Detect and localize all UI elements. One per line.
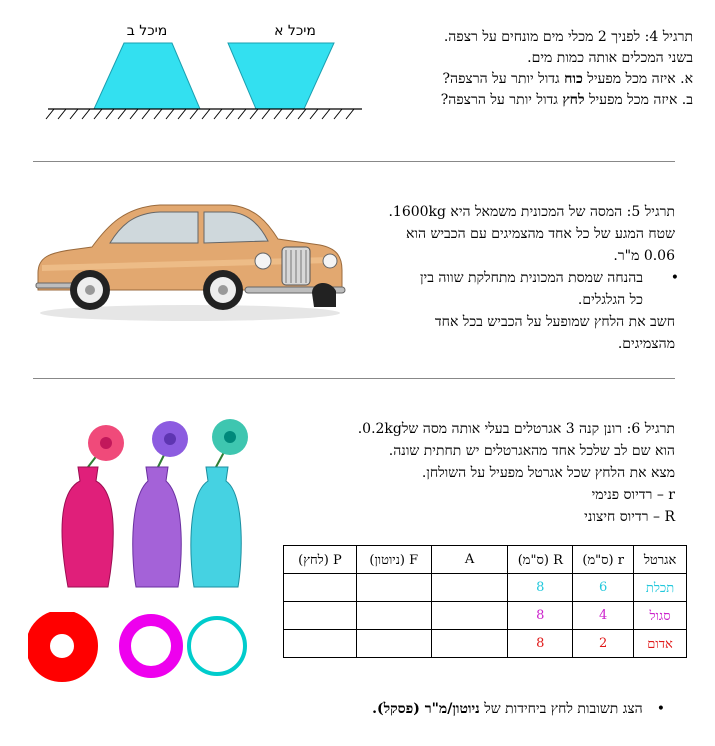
- cell-R: 8: [508, 574, 573, 602]
- cell-vase: תכלת: [634, 574, 687, 602]
- cell-F[interactable]: [356, 574, 431, 602]
- ex5-line-3: 0.06 מ"ר.: [613, 248, 675, 264]
- red-ring: [38, 622, 86, 670]
- pink-vase: [62, 467, 113, 587]
- ex6-text: [295, 418, 675, 528]
- ex5-text: [355, 201, 679, 355]
- R-definition: R – רדיוס חיצוני: [584, 509, 675, 525]
- purple-vase: [133, 467, 182, 587]
- ex4-line-1: תרגיל 4: לפניך 2 מכלי מים מונחים על רצפה.: [443, 29, 693, 45]
- ex5-line-5: מהצמיגים.: [617, 336, 675, 352]
- containers-diagram: [40, 20, 370, 130]
- col-R: R (ס"מ): [508, 546, 573, 574]
- ex5-bullet-cont: כל הגלגלים.: [577, 292, 643, 308]
- cell-r: 6: [573, 574, 634, 602]
- bullet-icon: •: [670, 270, 679, 286]
- vases-table: [283, 545, 687, 658]
- cell-F[interactable]: [356, 630, 431, 658]
- cell-P[interactable]: [284, 602, 357, 630]
- floor-hatching: [46, 109, 354, 119]
- cell-F[interactable]: [356, 602, 431, 630]
- ex4-line-2: בשני המכלים אותה כמות מים.: [527, 50, 693, 66]
- ex6-line-1: תרגיל 6: רונן קנה 3 אגרטלים בעלי אותה מסה של0.2kg.: [357, 421, 675, 437]
- teal-ring: [189, 618, 245, 674]
- cell-vase: סגול: [634, 602, 687, 630]
- table-header-row: [284, 546, 687, 574]
- cell-R: 8: [508, 630, 573, 658]
- vases-image: [30, 415, 270, 615]
- cell-A[interactable]: [431, 574, 508, 602]
- r-definition: r – רדיוס פנימי: [591, 487, 675, 503]
- ex4-question-a: א. איזה מכל מפעיל כוח גדול יותר על הרצפה?: [442, 71, 693, 87]
- col-r: r (ס"מ): [573, 546, 634, 574]
- container-a-label: מיכל א: [274, 23, 316, 39]
- table-row: [284, 574, 687, 602]
- container-b: [94, 43, 200, 109]
- cell-P[interactable]: [284, 574, 357, 602]
- purple-ring: [125, 620, 177, 672]
- units-note: •הצג תשובות לחץ ביחידות של ניוטון/מ"ר (פסקל).: [372, 701, 665, 717]
- container-b-label: מיכל ב: [126, 23, 168, 39]
- car-image: [30, 195, 350, 325]
- ex4-text: [353, 27, 693, 111]
- teal-vase: [191, 467, 241, 587]
- col-vase: אגרטל: [634, 546, 687, 574]
- separator-1: [33, 161, 675, 162]
- cell-r: 2: [573, 630, 634, 658]
- col-P: P (לחץ): [284, 546, 357, 574]
- ex4-question-b: ב. איזה מכל מפעיל לחץ גדול יותר על הרצפה?: [440, 92, 693, 108]
- ex6-line-3: מצא את הלחץ שכל אגרטל מפעיל על השולחן.: [421, 465, 675, 481]
- vase-bottoms: [28, 612, 258, 682]
- cell-vase: אדום: [634, 630, 687, 658]
- ex5-bullet: • בהנחה שמסת המכונית מתחלקת שווה בין: [355, 267, 675, 289]
- ex5-line-2: שטח המגע של כל אחד מהצמיגים עם הכביש הוא: [405, 226, 675, 242]
- cell-A[interactable]: [431, 630, 508, 658]
- cell-r: 4: [573, 602, 634, 630]
- container-a: [228, 43, 334, 109]
- col-A: A: [431, 546, 508, 574]
- cell-A[interactable]: [431, 602, 508, 630]
- col-F: F (ניוטון): [356, 546, 431, 574]
- table-row: [284, 602, 687, 630]
- ex5-line-1: תרגיל 5: המסה של המכונית משמאל היא 1600kg.: [388, 204, 675, 220]
- separator-2: [33, 378, 675, 379]
- ex6-line-2: הוא שם לב שלכל אחד מהאגרטלים יש תחתית שונה.: [388, 443, 675, 459]
- ex5-line-4: חשב את הלחץ שמופעל על הכביש בכל אחד: [434, 314, 675, 330]
- cell-R: 8: [508, 602, 573, 630]
- bullet-icon: •: [656, 701, 665, 717]
- cell-P[interactable]: [284, 630, 357, 658]
- table-row: [284, 630, 687, 658]
